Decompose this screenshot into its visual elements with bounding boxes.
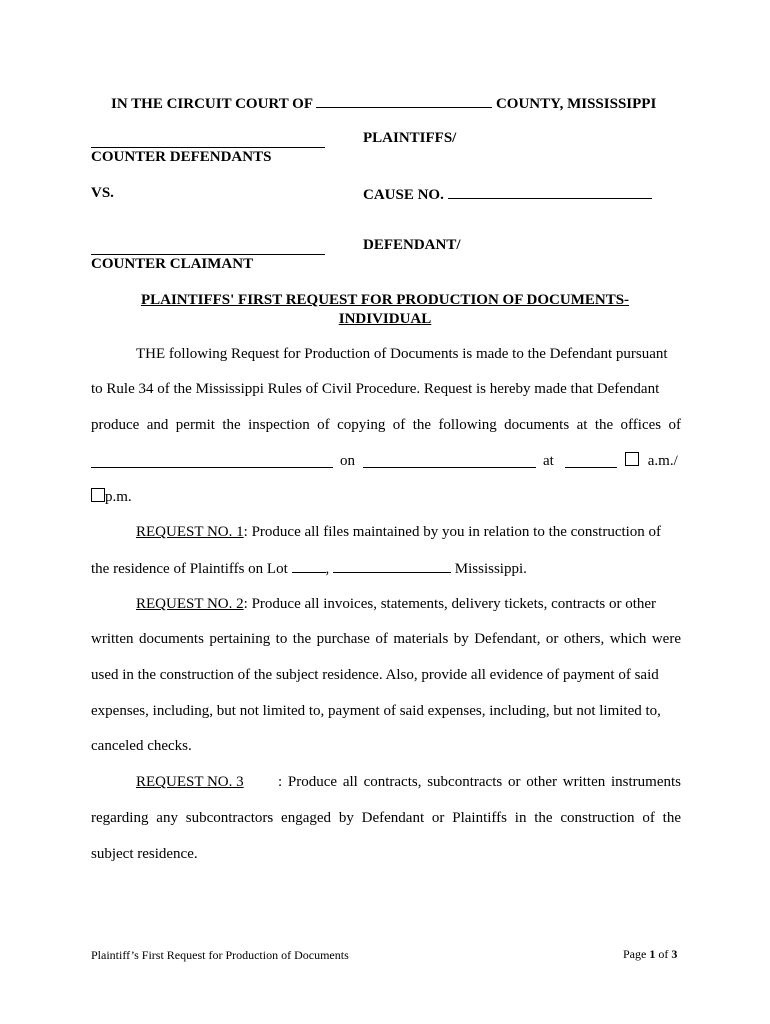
page-current: 1 [649,947,656,961]
cause-no [363,185,652,204]
request-1-label: REQUEST NO. 1 [136,524,244,540]
request-3-text: : Produce all contracts, subcontracts or other written instruments [278,774,681,790]
counter-claimant-label: COUNTER CLAIMANT [91,256,254,272]
court-heading [111,94,656,113]
pm-option [91,488,132,506]
plaintiffs-label: PLAINTIFFS/ [363,130,457,146]
intro-line-1: THE following Request for Production of Documents is made to the Defendant pursuant [136,346,668,362]
request-2-line-2: written documents pertaining to the purchase of materials by Defendant, or others, which were [91,631,681,647]
date-blank[interactable] [363,467,536,468]
intro-line-3: produce and permit the inspection of copying of the following documents at the offices of [91,417,681,433]
city-blank[interactable] [333,559,451,573]
page-prefix: Page [623,947,647,961]
request-2-line-4: expenses, including, but not limited to, payment of said expenses, including, but not limited to, [91,703,661,719]
at-label: at [543,453,554,469]
cause-no-blank[interactable] [448,185,652,199]
request-1-lot-text: the residence of Plaintiffs on Lot [91,561,288,577]
page-number [623,947,677,962]
am-label: a.m./ [647,453,678,469]
request-1-line-2 [91,559,527,578]
am-checkbox[interactable] [625,452,639,466]
page-total: 3 [671,947,678,961]
request-2-line-1 [136,595,656,613]
intro-line-2: to Rule 34 of the Mississippi Rules of Civil Procedure. Request is hereby made that Defendant [91,381,660,397]
offices-blank[interactable] [91,467,333,468]
cause-no-label: CAUSE NO. [363,187,444,203]
document-title-line1: PLAINTIFFS' FIRST REQUEST FOR PRODUCTION OF DOCUMENTS- [140,292,630,308]
counter-defendants-label: COUNTER DEFENDANTS [91,149,272,165]
court-suffix: COUNTY, MISSISSIPPI [495,96,657,112]
court-prefix: IN THE CIRCUIT COURT OF [111,96,313,112]
request-2-text: : Produce all invoices, statements, delivery tickets, contracts or other [243,596,657,612]
page-of: of [658,947,669,961]
time-blank[interactable] [565,467,617,468]
request-1-state: Mississippi. [454,561,527,577]
request-2-line-3: used in the construction of the subject residence. Also, provide all evidence of payment of said [91,667,659,683]
request-3-line-2: regarding any subcontractors engaged by Defendant or Plaintiffs in the construction of the [91,810,681,826]
defendant-name-blank[interactable] [91,254,325,255]
plaintiff-name-blank[interactable] [91,147,325,148]
vs-label: VS. [91,185,114,201]
on-label: on [340,453,355,469]
footer-title: Plaintiff’s First Request for Production of Documents [91,948,349,962]
county-blank[interactable] [316,94,492,108]
request-1-comma: , [325,561,330,577]
request-2-label: REQUEST NO. 2 [136,596,244,612]
lot-number-blank[interactable] [292,559,326,573]
request-3-line-1 [136,773,681,791]
request-2-line-5: canceled checks. [91,738,192,754]
document-title-line2: INDIVIDUAL [338,311,432,327]
request-3-label: REQUEST NO. 3 [136,774,244,790]
defendant-label: DEFENDANT/ [363,237,461,253]
request-1-line-1 [136,523,661,541]
request-3-line-3: subject residence. [91,846,198,862]
pm-checkbox[interactable] [91,488,105,502]
request-1-text: : Produce all files maintained by you in relation to the construction of [243,524,662,540]
pm-label: p.m. [105,489,132,505]
am-option [625,452,678,470]
